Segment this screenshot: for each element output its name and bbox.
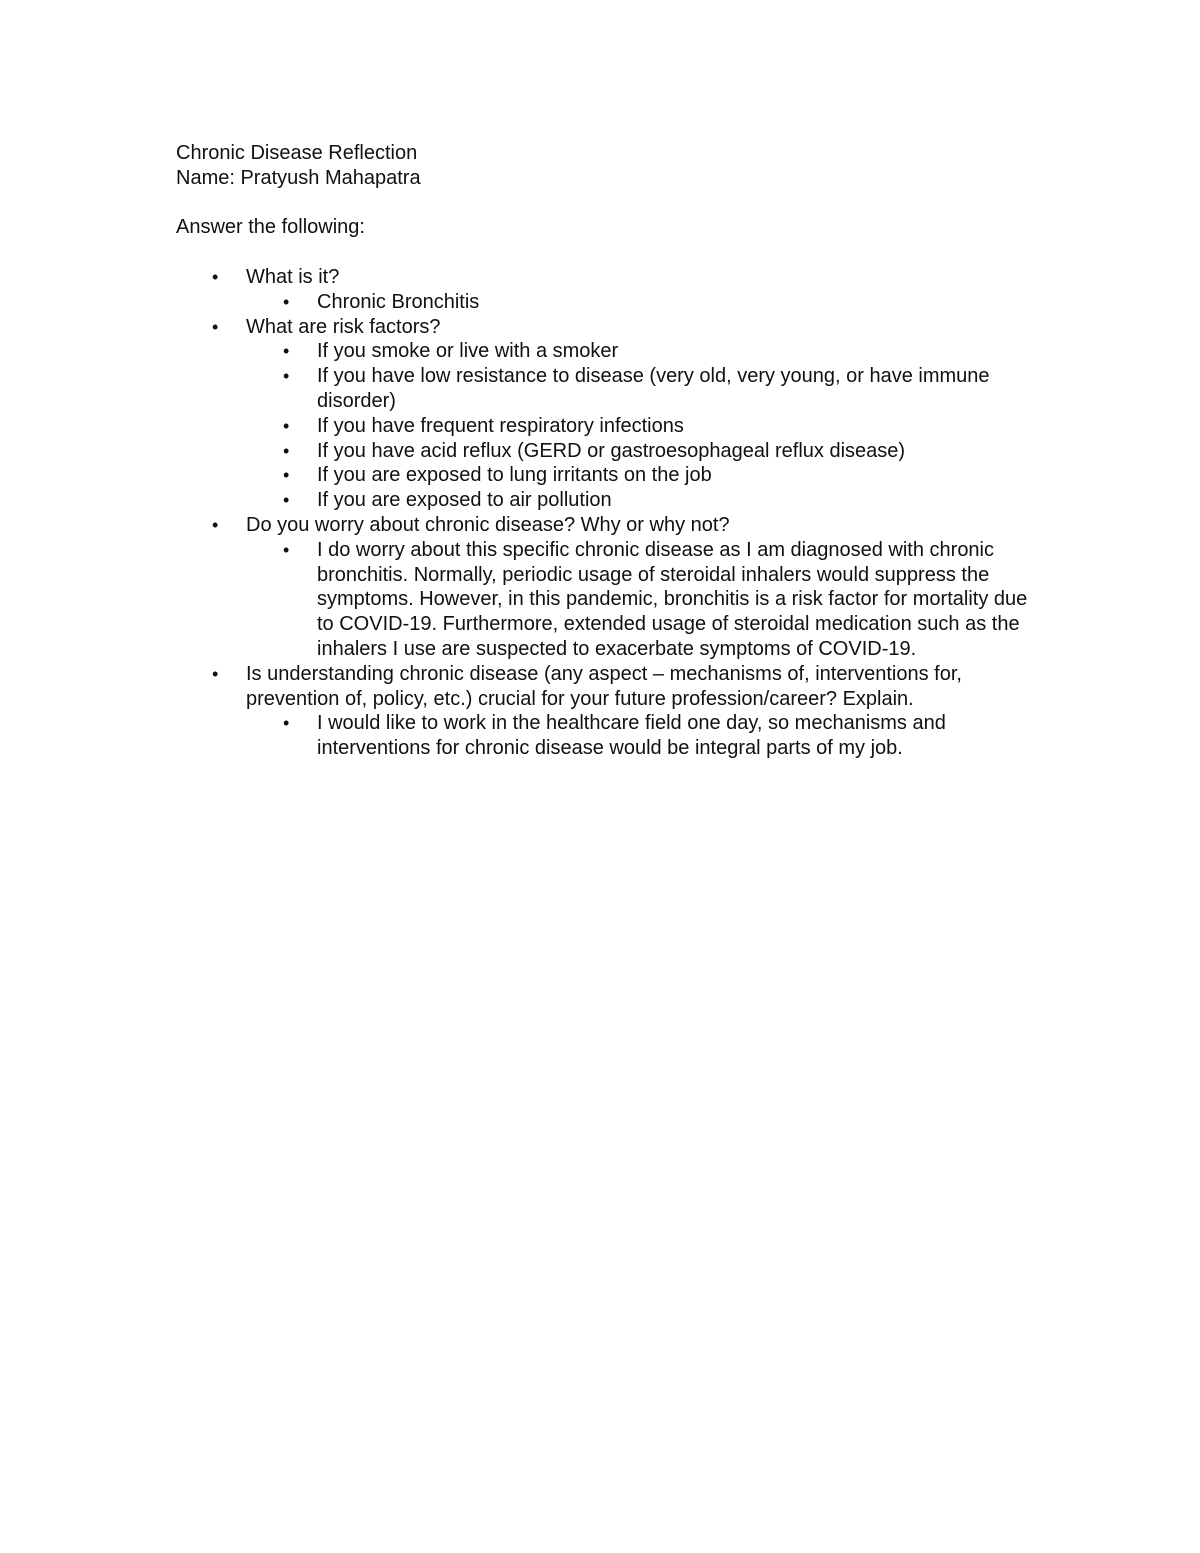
question-text: What is it? xyxy=(246,265,340,288)
answer-text: Chronic Bronchitis xyxy=(317,290,480,313)
answer-text: If you have acid reflux (GERD or gastroesophageal reflux disease) xyxy=(317,439,906,462)
question-item xyxy=(176,662,1036,712)
bullet-icon: • xyxy=(212,316,219,337)
answer-item xyxy=(176,463,1036,488)
blank-line xyxy=(176,191,1036,216)
author-name-line: Name: Pratyush Mahapatra xyxy=(176,166,421,189)
bullet-icon: • xyxy=(212,514,219,535)
answer-text: If you smoke or live with a smoker xyxy=(317,340,619,363)
question-text: Do you worry about chronic disease? Why or why not? xyxy=(246,513,730,536)
answer-item xyxy=(176,711,1036,761)
answer-text: I would like to work in the healthcare field one day, so mechanisms and interventions for chronic disease would be integral parts of my job. xyxy=(317,712,946,760)
answer-item xyxy=(176,364,1036,414)
blank-line xyxy=(176,240,1036,265)
answer-item xyxy=(176,414,1036,439)
bullet-icon: • xyxy=(283,291,290,312)
bullet-icon: • xyxy=(283,713,290,734)
question-item xyxy=(176,315,1036,340)
answer-item xyxy=(176,439,1036,464)
answer-item xyxy=(176,290,1036,315)
question-list xyxy=(176,265,1036,761)
answer-text: If you are exposed to air pollution xyxy=(317,489,612,512)
instruction-text: Answer the following: xyxy=(176,216,365,239)
answer-text: If you have low resistance to disease (very old, very young, or have immune disorder) xyxy=(317,365,990,412)
document-body xyxy=(176,141,1036,761)
question-text: What are risk factors? xyxy=(246,315,441,338)
answer-text: If you have frequent respiratory infections xyxy=(317,414,684,437)
answer-text: If you are exposed to lung irritants on the job xyxy=(317,464,712,487)
bullet-icon: • xyxy=(212,266,219,287)
bullet-icon: • xyxy=(283,366,290,387)
bullet-icon: • xyxy=(283,539,290,560)
question-item xyxy=(176,265,1036,290)
document-title: Chronic Disease Reflection xyxy=(176,142,418,164)
bullet-icon: • xyxy=(283,415,290,436)
question-item xyxy=(176,513,1036,538)
answer-text: I do worry about this specific chronic disease as I am diagnosed with chronic bronchitis. Normally, periodic usage of steroidal inhalers would suppress the symptoms. However, in this pandemic, bronchitis is a risk factor for mortality due to COVID-19. Furthermore, extended usage of steroidal medication such as the inhalers I use are suspected to exacerbate symptoms of COVID-19. xyxy=(317,538,1028,660)
bullet-icon: • xyxy=(283,440,290,461)
bullet-icon: • xyxy=(283,465,290,486)
question-text: Is understanding chronic disease (any aspect – mechanisms of, interventions for, prevention of, policy, etc.) crucial for your future profession/career? Explain. xyxy=(246,662,962,710)
answer-item xyxy=(176,339,1036,364)
answer-item xyxy=(176,538,1036,662)
bullet-icon: • xyxy=(283,490,290,511)
bullet-icon: • xyxy=(283,341,290,362)
bullet-icon: • xyxy=(212,663,219,684)
answer-item xyxy=(176,488,1036,513)
